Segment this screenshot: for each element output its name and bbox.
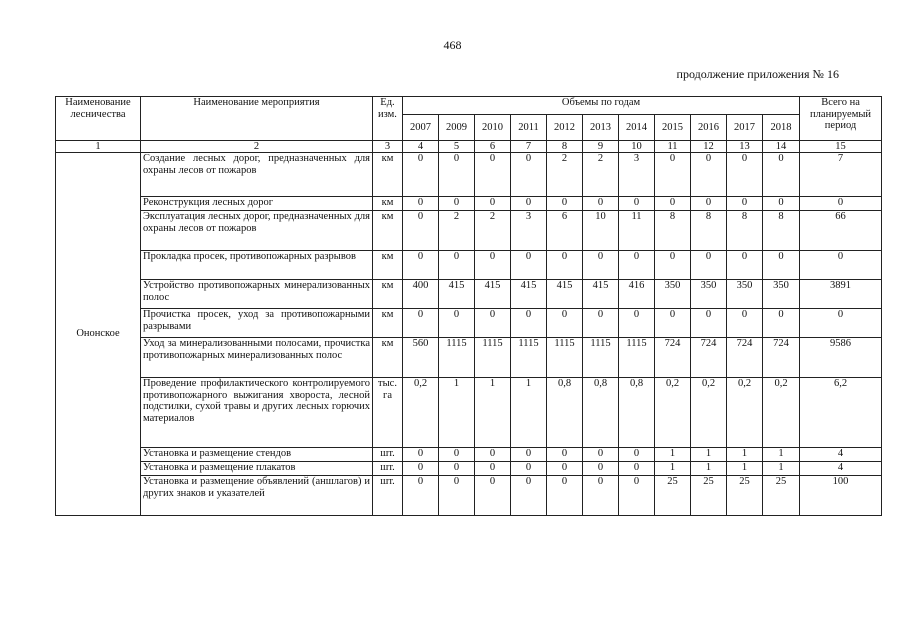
- unit-cell: тыс. га: [373, 378, 403, 448]
- volume-cell: 0: [439, 476, 475, 516]
- total-cell: 66: [800, 211, 882, 251]
- volume-cell: 0: [655, 153, 691, 197]
- volume-cell: 0: [727, 309, 763, 338]
- column-number: 8: [547, 141, 583, 153]
- volume-cell: 0: [763, 153, 800, 197]
- volume-cell: 0: [475, 462, 511, 476]
- volume-cell: 0: [691, 309, 727, 338]
- volume-cell: 0: [763, 309, 800, 338]
- volume-cell: 11: [619, 211, 655, 251]
- volume-cell: 0: [691, 153, 727, 197]
- header-year: 2009: [439, 115, 475, 141]
- volume-cell: 350: [727, 280, 763, 309]
- volume-cell: 0: [475, 476, 511, 516]
- volume-cell: 0: [511, 197, 547, 211]
- volume-cell: 415: [511, 280, 547, 309]
- volume-cell: 1: [655, 462, 691, 476]
- volume-cell: 1: [475, 378, 511, 448]
- volume-cell: 0: [439, 309, 475, 338]
- volume-cell: 0: [439, 251, 475, 280]
- table-row: [56, 309, 882, 338]
- volume-cell: 0: [439, 197, 475, 211]
- volume-cell: 415: [547, 280, 583, 309]
- header-unit: Ед. изм.: [373, 97, 403, 141]
- volume-cell: 0: [583, 476, 619, 516]
- volume-cell: 724: [727, 338, 763, 378]
- volume-cell: 0: [475, 153, 511, 197]
- total-cell: 4: [800, 462, 882, 476]
- volume-cell: 0: [403, 309, 439, 338]
- volume-cell: 0: [511, 462, 547, 476]
- activity-name: Создание лесных дорог, предназначенных для охраны лесов от пожаров: [141, 153, 373, 197]
- volume-cell: 0,2: [763, 378, 800, 448]
- column-number: 4: [403, 141, 439, 153]
- volume-cell: 0: [583, 197, 619, 211]
- volume-cell: 0: [727, 153, 763, 197]
- volume-cell: 0: [583, 462, 619, 476]
- table-row: [56, 476, 882, 516]
- volume-cell: 0: [547, 448, 583, 462]
- volume-cell: 0,8: [547, 378, 583, 448]
- volume-cell: 1115: [583, 338, 619, 378]
- volume-cell: 3: [619, 153, 655, 197]
- total-cell: 4: [800, 448, 882, 462]
- volume-cell: 0: [475, 251, 511, 280]
- volume-cell: 0: [439, 448, 475, 462]
- header-volumes: Объемы по годам: [403, 97, 800, 115]
- volume-cell: 0: [583, 448, 619, 462]
- unit-cell: км: [373, 309, 403, 338]
- header-year: 2013: [583, 115, 619, 141]
- volume-cell: 0: [475, 309, 511, 338]
- volume-cell: 0: [403, 211, 439, 251]
- volume-cell: 0: [403, 153, 439, 197]
- unit-cell: шт.: [373, 476, 403, 516]
- volume-cell: 724: [655, 338, 691, 378]
- unit-cell: км: [373, 197, 403, 211]
- volume-cell: 0: [403, 197, 439, 211]
- header-year: 2018: [763, 115, 800, 141]
- volume-cell: 350: [763, 280, 800, 309]
- volume-cell: 0: [547, 251, 583, 280]
- column-number: 3: [373, 141, 403, 153]
- volume-cell: 10: [583, 211, 619, 251]
- table-row: [56, 280, 882, 309]
- column-number: 14: [763, 141, 800, 153]
- table-row: [56, 251, 882, 280]
- unit-cell: шт.: [373, 462, 403, 476]
- volume-cell: 1: [691, 462, 727, 476]
- total-cell: 0: [800, 309, 882, 338]
- volume-cell: 8: [691, 211, 727, 251]
- volume-cell: 0,8: [619, 378, 655, 448]
- column-number: 15: [800, 141, 882, 153]
- table-row: [56, 448, 882, 462]
- volume-cell: 0: [547, 309, 583, 338]
- table-row: [56, 338, 882, 378]
- activity-name: Проведение профилактического контролируемого противопожарного выжигания хвороста, лесной подстилки, сухой травы и других лесных горючих материалов: [141, 378, 373, 448]
- volume-cell: 0: [763, 197, 800, 211]
- volume-cell: 0: [547, 462, 583, 476]
- column-number: 2: [141, 141, 373, 153]
- volume-cell: 0,2: [691, 378, 727, 448]
- volume-cell: 2: [439, 211, 475, 251]
- volume-cell: 25: [691, 476, 727, 516]
- volume-cell: 1: [763, 448, 800, 462]
- volume-cell: 2: [547, 153, 583, 197]
- volume-cell: 724: [691, 338, 727, 378]
- volume-cell: 1: [691, 448, 727, 462]
- volume-cell: 0: [727, 197, 763, 211]
- volume-cell: 0: [403, 448, 439, 462]
- forestry-name: Ононское: [56, 153, 141, 516]
- volume-cell: 350: [691, 280, 727, 309]
- header-year: 2012: [547, 115, 583, 141]
- unit-cell: км: [373, 280, 403, 309]
- volume-cell: 0: [691, 197, 727, 211]
- table-row: [56, 462, 882, 476]
- volume-cell: 8: [655, 211, 691, 251]
- column-number: 12: [691, 141, 727, 153]
- volume-cell: 724: [763, 338, 800, 378]
- volume-cell: 0: [619, 462, 655, 476]
- activity-name: Прочистка просек, уход за противопожарными разрывами: [141, 309, 373, 338]
- volume-cell: 0: [475, 448, 511, 462]
- column-number: 6: [475, 141, 511, 153]
- unit-cell: км: [373, 338, 403, 378]
- volume-cell: 25: [727, 476, 763, 516]
- volume-cell: 0,2: [727, 378, 763, 448]
- header-year: 2007: [403, 115, 439, 141]
- header-year: 2017: [727, 115, 763, 141]
- activity-name: Установка и размещение объявлений (аншлагов) и других знаков и указателей: [141, 476, 373, 516]
- volume-cell: 1115: [619, 338, 655, 378]
- volume-cell: 0: [511, 476, 547, 516]
- volume-cell: 25: [655, 476, 691, 516]
- volume-cell: 1: [439, 378, 475, 448]
- volume-cell: 0: [619, 448, 655, 462]
- activity-name: Реконструкция лесных дорог: [141, 197, 373, 211]
- total-cell: 3891: [800, 280, 882, 309]
- volume-cell: 0: [655, 251, 691, 280]
- volume-cell: 0: [727, 251, 763, 280]
- unit-cell: км: [373, 211, 403, 251]
- volume-cell: 0: [547, 197, 583, 211]
- volume-cell: 0: [583, 309, 619, 338]
- volume-cell: 415: [439, 280, 475, 309]
- volume-cell: 25: [763, 476, 800, 516]
- activity-name: Устройство противопожарных минерализованных полос: [141, 280, 373, 309]
- volume-cell: 1115: [439, 338, 475, 378]
- volume-cell: 0: [691, 251, 727, 280]
- volume-cell: 6: [547, 211, 583, 251]
- volume-cell: 1115: [547, 338, 583, 378]
- column-number: 10: [619, 141, 655, 153]
- volume-cell: 1: [655, 448, 691, 462]
- header-activity: Наименование мероприятия: [141, 97, 373, 141]
- volume-cell: 1: [763, 462, 800, 476]
- activity-name: Установка и размещение плакатов: [141, 462, 373, 476]
- column-number: 11: [655, 141, 691, 153]
- volume-cell: 0: [439, 462, 475, 476]
- activity-name: Уход за минерализованными полосами, прочистка противопожарных минерализованных полос: [141, 338, 373, 378]
- volume-cell: 2: [475, 211, 511, 251]
- volume-cell: 0: [547, 476, 583, 516]
- header-year: 2010: [475, 115, 511, 141]
- volume-cell: 0,2: [403, 378, 439, 448]
- unit-cell: шт.: [373, 448, 403, 462]
- forest-fire-measures-table: [55, 96, 882, 516]
- column-number: 9: [583, 141, 619, 153]
- volume-cell: 0,2: [655, 378, 691, 448]
- volume-cell: 0: [619, 476, 655, 516]
- header-year: 2011: [511, 115, 547, 141]
- table-row: [56, 211, 882, 251]
- table-row: [56, 378, 882, 448]
- volume-cell: 0: [475, 197, 511, 211]
- total-cell: 0: [800, 197, 882, 211]
- appendix-note: продолжение приложения № 16: [676, 67, 839, 81]
- volume-cell: 0: [655, 197, 691, 211]
- volume-cell: 1115: [475, 338, 511, 378]
- volume-cell: 0: [403, 251, 439, 280]
- total-cell: 100: [800, 476, 882, 516]
- volume-cell: 415: [583, 280, 619, 309]
- volume-cell: 1: [511, 378, 547, 448]
- volume-cell: 0: [511, 251, 547, 280]
- volume-cell: 416: [619, 280, 655, 309]
- volume-cell: 0: [511, 153, 547, 197]
- volume-cell: 415: [475, 280, 511, 309]
- volume-cell: 0: [511, 309, 547, 338]
- page-number: 468: [443, 38, 462, 52]
- volume-cell: 0: [439, 153, 475, 197]
- activity-name: Эксплуатация лесных дорог, предназначенных для охраны лесов от пожаров: [141, 211, 373, 251]
- total-cell: 6,2: [800, 378, 882, 448]
- volume-cell: 0: [583, 251, 619, 280]
- header-forestry: Наименование лесничества: [56, 97, 141, 141]
- volume-cell: 8: [727, 211, 763, 251]
- unit-cell: км: [373, 153, 403, 197]
- volume-cell: 0,8: [583, 378, 619, 448]
- column-number: 5: [439, 141, 475, 153]
- volume-cell: 1: [727, 462, 763, 476]
- volume-cell: 0: [619, 197, 655, 211]
- volume-cell: 350: [655, 280, 691, 309]
- header-year: 2016: [691, 115, 727, 141]
- volume-cell: 560: [403, 338, 439, 378]
- header-year: 2015: [655, 115, 691, 141]
- total-cell: 7: [800, 153, 882, 197]
- volume-cell: 0: [403, 462, 439, 476]
- volume-cell: 1: [727, 448, 763, 462]
- volume-cell: 0: [619, 251, 655, 280]
- volume-cell: 3: [511, 211, 547, 251]
- volume-cell: 400: [403, 280, 439, 309]
- volume-cell: 0: [619, 309, 655, 338]
- volume-cell: 0: [403, 476, 439, 516]
- volume-cell: 0: [763, 251, 800, 280]
- volume-cell: 0: [655, 309, 691, 338]
- activity-name: Установка и размещение стендов: [141, 448, 373, 462]
- total-cell: 9586: [800, 338, 882, 378]
- volume-cell: 2: [583, 153, 619, 197]
- header-total: Всего на планируемый период: [800, 97, 882, 141]
- volume-cell: 0: [511, 448, 547, 462]
- activity-name: Прокладка просек, противопожарных разрывов: [141, 251, 373, 280]
- column-number: 1: [56, 141, 141, 153]
- volume-cell: 8: [763, 211, 800, 251]
- table-row: [56, 153, 882, 197]
- volume-cell: 1115: [511, 338, 547, 378]
- total-cell: 0: [800, 251, 882, 280]
- column-number: 7: [511, 141, 547, 153]
- table-row: [56, 197, 882, 211]
- unit-cell: км: [373, 251, 403, 280]
- column-number: 13: [727, 141, 763, 153]
- header-year: 2014: [619, 115, 655, 141]
